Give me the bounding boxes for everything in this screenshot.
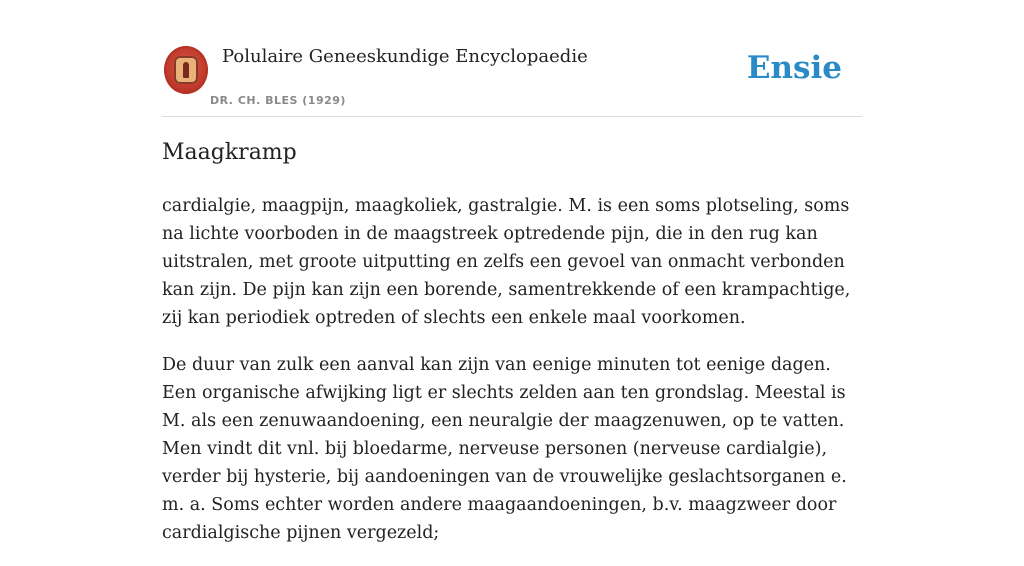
entry-title: Maagkramp <box>162 140 297 165</box>
book-author: DR. CH. BLES (1929) <box>210 94 346 107</box>
entry-body <box>162 192 864 566</box>
emblem-figure <box>183 62 189 78</box>
emblem-inner <box>174 56 198 84</box>
book-title[interactable]: Polulaire Geneeskundige Encyclopaedie <box>222 46 588 67</box>
entry-paragraph: cardialgie, maagpijn, maagkoliek, gastralgie. M. is een soms plotseling, soms na lichte voorboden in de maagstreek optredende pijn, die in den rug kan uitstralen, met groote uitputting en zelfs een gevoel van onmacht verbonden kan zijn. De pijn kan zijn een borende, samentrekkende of een krampachtige, zij kan periodiek optreden of slechts een enkele maal voorkomen. <box>162 196 851 328</box>
book-header <box>162 40 862 117</box>
encyclopedia-emblem-icon[interactable] <box>164 46 208 94</box>
site-logo-link[interactable]: Ensie <box>746 50 842 86</box>
entry-paragraph: De duur van zulk een aanval kan zijn van eenige minuten tot eenige dagen. Een organische afwijking ligt er slechts zelden aan ten grondslag. Meestal is M. als een zenuwaandoening, een neuralgie der maagzenuwen, op te vatten. Men vindt dit vnl. bij bloedarme, nerveuse personen (nerveuse cardialgie), verder bij hysterie, bij aandoeningen van de vrouwelijke geslachtsorganen e. m. a. Soms echter worden andere maagaandoeningen, b.v. maagzweer door cardialgische pijnen vergezeld; <box>162 355 847 543</box>
